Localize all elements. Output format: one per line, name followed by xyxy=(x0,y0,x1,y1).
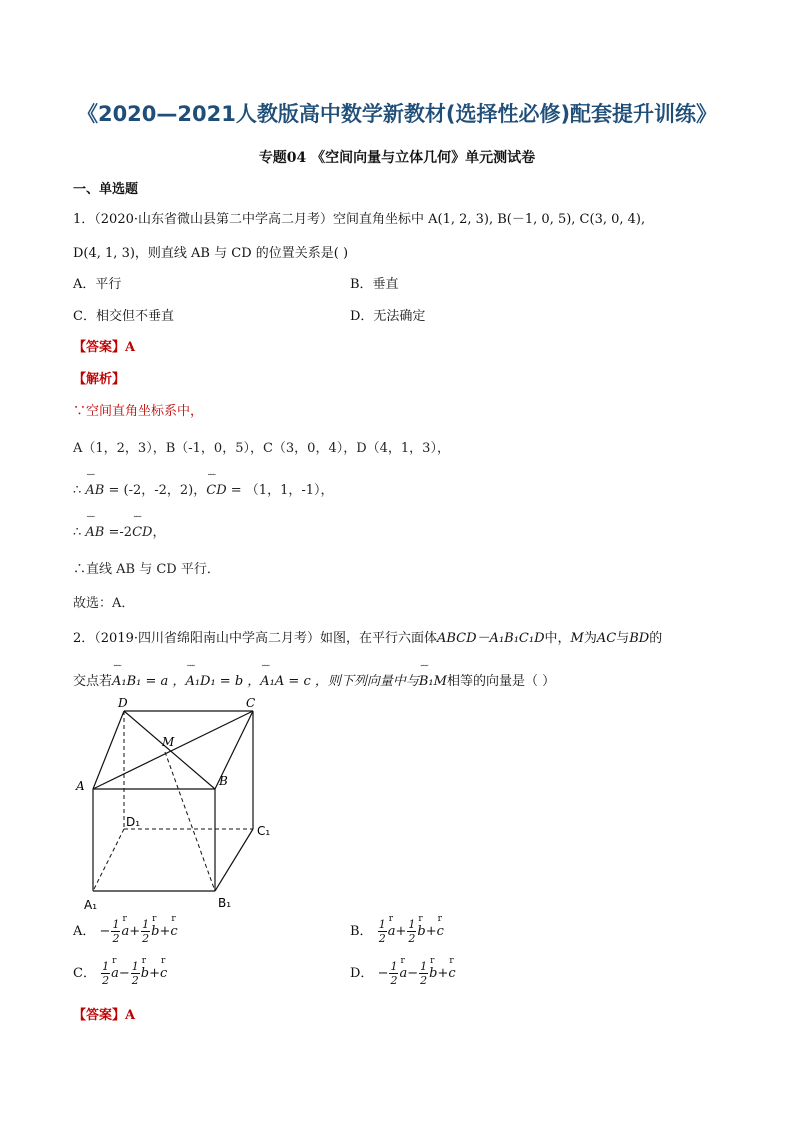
label-m: M xyxy=(162,735,175,749)
q2-text: 的 xyxy=(649,631,663,646)
q2-option-c xyxy=(73,960,167,987)
option-d-label: D． xyxy=(350,966,374,981)
label-b1: B₁ xyxy=(218,896,232,910)
label-b: B xyxy=(219,774,228,788)
section-heading: 一、单选题 xyxy=(73,182,139,197)
q1-option-c: C．相交但不垂直 xyxy=(73,309,174,324)
option-d-expression: − $\frac{1}{2}$ r a− $\frac{1}{2}$ r b+r c xyxy=(378,966,456,981)
q1-step-3 xyxy=(73,479,334,498)
vector-ab: ˘˘˘ AB xyxy=(85,525,104,540)
q2-text: 与 xyxy=(616,631,630,646)
label-a1: A₁ xyxy=(84,898,98,912)
label-d1: D₁ xyxy=(126,815,141,829)
q1-option-d: D．无法确定 xyxy=(350,309,426,324)
option-a-expression: − $\frac{1}{2}$ r a+ $\frac{1}{2}$ r b+r c xyxy=(100,924,178,939)
label-c: C xyxy=(246,696,256,710)
q1-step-2: A（1，2，3），B（-1，0，5），C（3，0，4），D（4，1，3）， xyxy=(73,441,450,456)
q2-option-a xyxy=(73,918,178,945)
document-subtitle: 专题04 《空间向量与立体几何》单元测试卷 xyxy=(258,150,536,166)
q1-step-1: ∵空间直角坐标系中， xyxy=(73,404,204,419)
q2-text: 中， xyxy=(544,631,571,646)
vector-a1d1: ˘˘˘ A₁D₁ xyxy=(185,674,215,689)
q2-option-b xyxy=(350,918,444,945)
label-a: A xyxy=(76,779,85,793)
vector-cd: ˘˘˘ CD xyxy=(206,483,226,498)
document-title: 《2020—2021人教版高中数学新教材(选择性必修)配套提升训练》 xyxy=(76,102,718,126)
q1-stem-line1: 1．（2020·山东省微山县第二中学高二月考）空间直角坐标中 A(1, 2, 3), B(－1, 0, 5), C(3, 0, 4), xyxy=(73,212,646,227)
q2-source: 2．（2019·四川省绵阳南山中学高二月考）如图，在平行六面体 xyxy=(73,631,437,646)
q2-stem-line1 xyxy=(73,627,662,646)
therefore-symbol: ∴ xyxy=(73,525,86,540)
option-a-label: A． xyxy=(73,924,96,939)
q2-answer: 【答案】A xyxy=(73,1008,136,1023)
relation-text: =-2 xyxy=(104,525,133,540)
option-c-expression: $\frac{1}{2}$ r a− $\frac{1}{2}$ r b+r c xyxy=(100,966,167,981)
vector-b1m: ˘˘˘ B₁M xyxy=(419,674,447,689)
q1-step-5: ∴直线 AB 与 CD 平行． xyxy=(73,562,220,577)
vector-cd-value: = （1，1，-1）， xyxy=(226,483,334,498)
q2-eq-a: = a ， xyxy=(141,674,186,689)
q2-option-d xyxy=(350,960,456,987)
parallelepiped-figure xyxy=(70,695,290,915)
option-b-label: B． xyxy=(350,924,373,939)
therefore-symbol: ∴ xyxy=(73,483,86,498)
q2-point-m: M xyxy=(570,631,584,646)
q2-text: 相等的向量是（ ） xyxy=(446,674,556,689)
vector-ab-value: = (-2，-2，2)， xyxy=(104,483,207,498)
vector-ab: ˘˘˘ AB xyxy=(85,483,104,498)
q2-text: 交点若 xyxy=(73,674,113,689)
q1-option-a: A．平行 xyxy=(73,277,122,292)
q2-stem-line2 xyxy=(73,670,555,689)
punctuation: ， xyxy=(152,525,166,540)
vector-a1a: ˘˘˘ A₁A xyxy=(260,674,284,689)
q1-conclusion: 故选：A． xyxy=(73,596,135,611)
q1-stem-line2: D(4, 1, 3)，则直线 AB 与 CD 的位置关系是( ) xyxy=(73,246,349,261)
option-b-expression: $\frac{1}{2}$ r a+ $\frac{1}{2}$ r b+r c xyxy=(377,924,444,939)
option-c-label: C． xyxy=(73,966,96,981)
q1-answer: 【答案】A xyxy=(73,340,136,355)
q1-step-4 xyxy=(73,521,165,540)
vector-a1b1: ˘˘˘ A₁B₁ xyxy=(112,674,141,689)
q2-eq-c: = c ，则下列向量中与 xyxy=(284,674,419,689)
label-c1: C₁ xyxy=(257,824,271,838)
q2-segment-bd: BD xyxy=(629,631,650,646)
q2-solid-name: ABCD－A₁B₁C₁D xyxy=(437,631,545,646)
q2-text: 为 xyxy=(583,631,597,646)
label-d: D xyxy=(118,696,128,710)
vector-cd: ˘˘˘ CD xyxy=(132,525,152,540)
q1-option-b: B．垂直 xyxy=(350,277,399,292)
q2-eq-b: = b ， xyxy=(215,674,261,689)
q2-segment-ac: AC xyxy=(596,631,617,646)
q1-analysis-label: 【解析】 xyxy=(73,372,126,387)
